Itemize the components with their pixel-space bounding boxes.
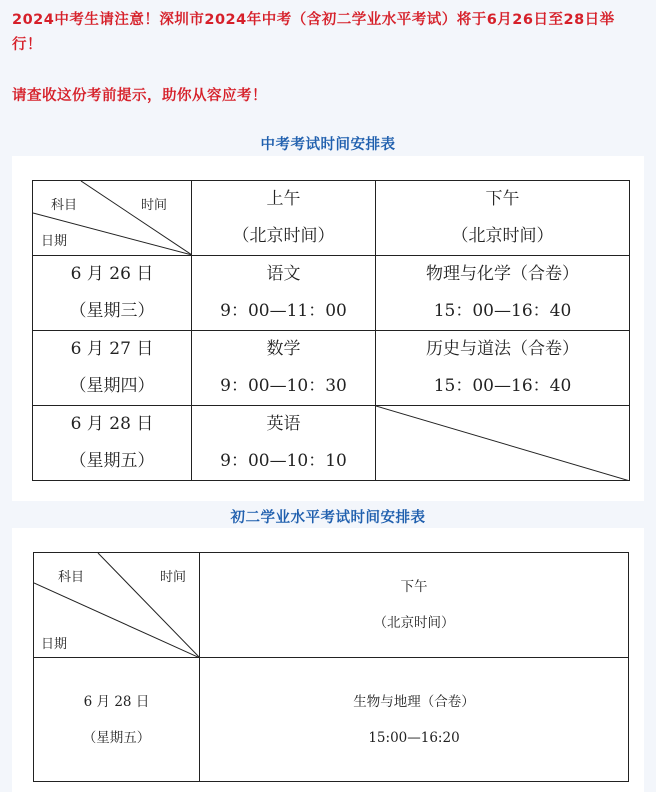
afternoon-exam-cell — [200, 658, 629, 782]
exam-subject: 数学 — [266, 339, 301, 359]
table2-card — [12, 528, 644, 792]
afternoon-exam-cell — [376, 256, 630, 331]
table1-card — [12, 156, 644, 501]
weekday-text: （星期五） — [69, 451, 155, 471]
date-text: 6 月 27 日 — [70, 339, 154, 359]
corner-date-label: 日期 — [41, 637, 68, 652]
exam-subject: 生物与地理（合卷） — [353, 693, 475, 710]
header-afternoon-timezone: （北京时间） — [451, 226, 554, 246]
table2-title: 初二学业水平考试时间安排表 — [230, 510, 426, 526]
exam-time: 9：00—10：30 — [220, 376, 347, 396]
table2-corner-cell — [34, 553, 200, 658]
exam-time: 9：00—11：00 — [220, 301, 347, 321]
header-morning — [192, 181, 376, 256]
date-text: 6 月 26 日 — [70, 264, 154, 284]
date-text: 6 月 28 日 — [83, 693, 150, 710]
weekday-text: （星期三） — [69, 301, 155, 321]
exam-subject: 语文 — [266, 264, 301, 284]
notice-hint: 请查收这份考前提示，助你从容应考！ — [12, 88, 267, 104]
date-cell — [34, 658, 200, 782]
grade8-schedule-table — [33, 552, 629, 782]
zhongkao-schedule-table — [32, 180, 630, 481]
date-cell — [33, 256, 192, 331]
weekday-text: （星期四） — [69, 376, 155, 396]
date-text: 6 月 28 日 — [70, 414, 154, 434]
corner-subject-label: 科目 — [58, 570, 85, 585]
date-cell — [33, 331, 192, 406]
corner-date-label: 日期 — [41, 234, 68, 249]
exam-time: 15:00—16:20 — [368, 729, 460, 746]
morning-exam-cell — [192, 331, 376, 406]
table-row — [33, 331, 630, 406]
header-afternoon — [376, 181, 630, 256]
header-afternoon — [200, 553, 629, 658]
header-afternoon-label: 下午 — [400, 579, 428, 595]
afternoon-exam-cell — [376, 331, 630, 406]
corner-time-label: 时间 — [160, 570, 187, 585]
exam-time: 15：00—16：40 — [433, 301, 572, 321]
exam-subject: 物理与化学（合卷） — [426, 264, 579, 284]
table1-corner-cell — [33, 181, 192, 256]
table1-title: 中考考试时间安排表 — [260, 137, 396, 153]
exam-time: 9：00—10：10 — [220, 451, 347, 471]
table-row — [33, 406, 630, 481]
cell-diagonal-line — [376, 406, 630, 481]
header-morning-timezone: （北京时间） — [232, 226, 335, 246]
exam-subject: 英语 — [266, 414, 301, 434]
header-afternoon-label: 下午 — [485, 189, 520, 209]
empty-crossed-cell — [376, 406, 630, 481]
table-row — [33, 256, 630, 331]
header-afternoon-timezone: （北京时间） — [373, 615, 455, 631]
exam-time: 15：00—16：40 — [433, 376, 572, 396]
date-cell — [33, 406, 192, 481]
notice-headline: 2024中考生请注意！深圳市2024年中考（含初二学业水平考试）将于6月26日至28日举行！ — [12, 12, 615, 53]
morning-exam-cell — [192, 406, 376, 481]
header-morning-label: 上午 — [266, 189, 301, 209]
exam-subject: 历史与道法（合卷） — [426, 339, 579, 359]
morning-exam-cell — [192, 256, 376, 331]
table-row — [34, 658, 629, 782]
corner-time-label: 时间 — [141, 198, 168, 213]
corner-subject-label: 科目 — [51, 198, 78, 213]
weekday-text: （星期五） — [82, 729, 151, 746]
